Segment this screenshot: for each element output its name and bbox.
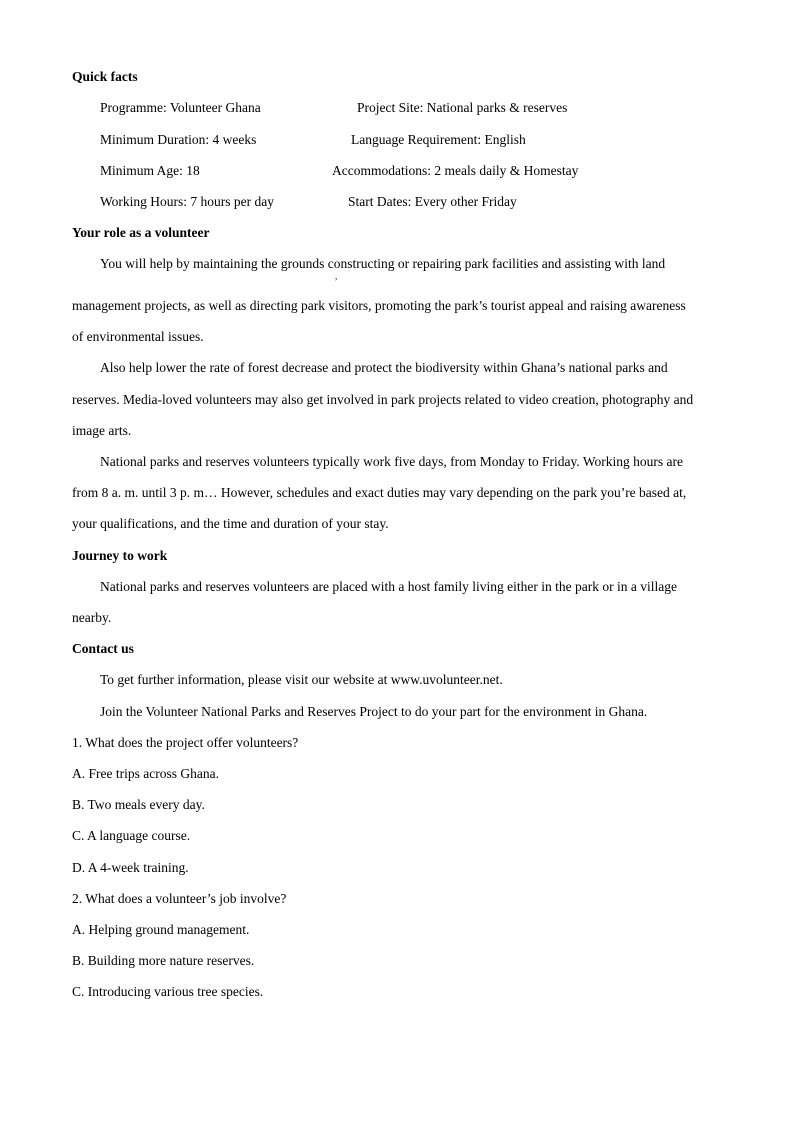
fact-accommodations: Accommodations: 2 meals daily & Homestay xyxy=(332,163,579,178)
question-2-option-c: C. Introducing various tree species. xyxy=(72,984,264,999)
heading-your-role: Your role as a volunteer xyxy=(72,225,210,240)
heading-quick-facts: Quick facts xyxy=(72,69,138,84)
question-1-option-a: A. Free trips across Ghana. xyxy=(72,766,219,781)
fact-minimum-age: Minimum Age: 18 xyxy=(100,163,200,178)
contact-paragraph-1: To get further information, please visit our website at www.uvolunteer.net. xyxy=(100,672,503,687)
role-paragraph-2-line-3: image arts. xyxy=(72,423,132,438)
fact-project-site: Project Site: National parks & reserves xyxy=(357,100,568,115)
question-1-stem: 1. What does the project offer volunteers? xyxy=(72,735,299,750)
question-1-option-d: D. A 4-week training. xyxy=(72,860,189,875)
journey-paragraph-line-1: National parks and reserves volunteers are placed with a host family living either in the park or in a village xyxy=(100,579,677,594)
role-paragraph-1-line-1: You will help by maintaining the grounds constructing or repairing park facilities and assisting with land xyxy=(100,256,666,271)
stray-comma-mark: , xyxy=(335,271,338,281)
role-paragraph-1-line-3: of environmental issues. xyxy=(72,329,204,344)
role-paragraph-3-line-2: from 8 a. m. until 3 p. m… However, schedules and exact duties may vary depending on the park you’re based at, xyxy=(72,485,687,500)
journey-paragraph-line-2: nearby. xyxy=(72,610,112,625)
question-1-option-c: C. A language course. xyxy=(72,828,191,843)
fact-programme: Programme: Volunteer Ghana xyxy=(100,100,261,115)
contact-paragraph-2: Join the Volunteer National Parks and Reserves Project to do your part for the environment in Ghana. xyxy=(100,704,648,719)
fact-minimum-duration: Minimum Duration: 4 weeks xyxy=(100,132,257,147)
question-1-option-b: B. Two meals every day. xyxy=(72,797,205,812)
role-paragraph-2-line-2: reserves. Media-loved volunteers may also get involved in park projects related to video creation, photography and xyxy=(72,392,694,407)
role-paragraph-2-line-1: Also help lower the rate of forest decrease and protect the biodiversity within Ghana’s national parks and xyxy=(100,360,668,375)
fact-language-requirement: Language Requirement: English xyxy=(351,132,526,147)
question-2-stem: 2. What does a volunteer’s job involve? xyxy=(72,891,287,906)
role-paragraph-3-line-1: National parks and reserves volunteers typically work five days, from Monday to Friday. Working hours are xyxy=(100,454,684,469)
role-paragraph-3-line-3: your qualifications, and the time and duration of your stay. xyxy=(72,516,389,531)
role-paragraph-1-line-2: management projects, as well as directing park visitors, promoting the park’s tourist appeal and raising awareness xyxy=(72,298,686,313)
fact-start-dates: Start Dates: Every other Friday xyxy=(348,194,517,209)
heading-contact-us: Contact us xyxy=(72,641,134,656)
heading-journey-to-work: Journey to work xyxy=(72,548,168,563)
question-2-option-a: A. Helping ground management. xyxy=(72,922,250,937)
fact-working-hours: Working Hours: 7 hours per day xyxy=(100,194,275,209)
question-2-option-b: B. Building more nature reserves. xyxy=(72,953,255,968)
